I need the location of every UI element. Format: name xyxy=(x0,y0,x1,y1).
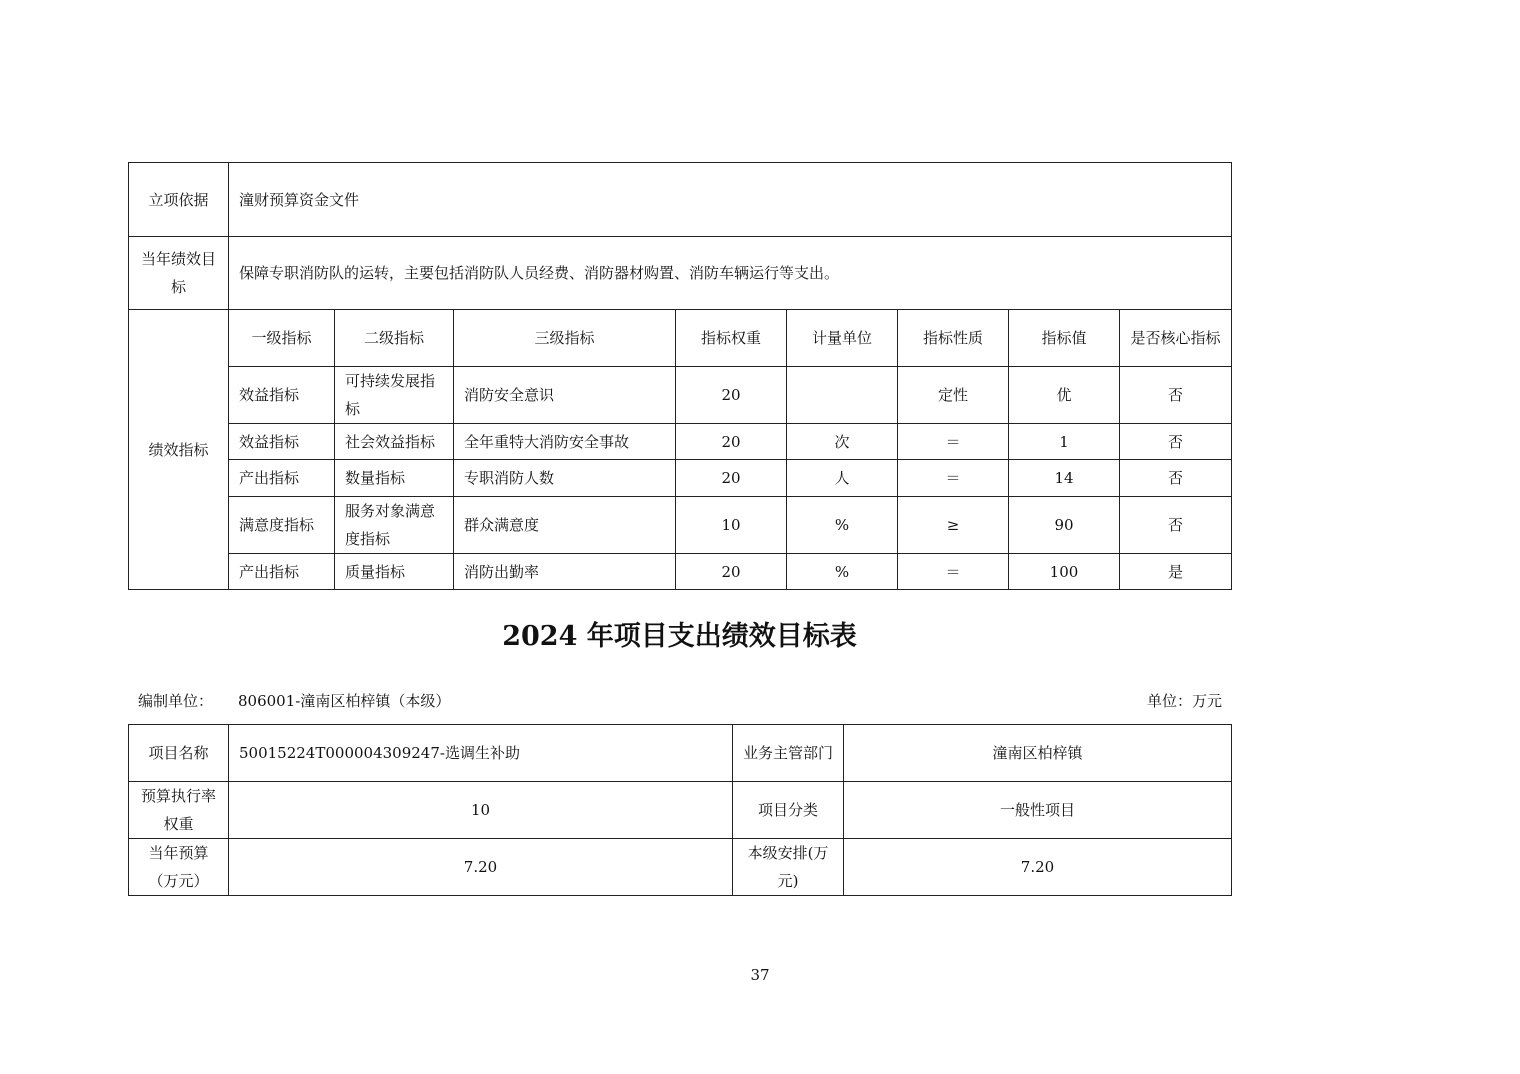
goal-value: 保障专职消防队的运转，主要包括消防队人员经费、消防器材购置、消防车辆运行等支出。 xyxy=(229,237,1232,310)
table-row xyxy=(129,367,1232,424)
level-arrangement-value: 7.20 xyxy=(844,839,1232,896)
header-level3: 三级指标 xyxy=(454,310,676,367)
table-row xyxy=(129,497,1232,554)
project-info-table xyxy=(128,724,1232,896)
cell: 可持续发展指标 xyxy=(335,367,454,424)
cell: 效益指标 xyxy=(229,424,335,460)
goal-label: 当年绩效目标 xyxy=(129,237,229,310)
header-value: 指标值 xyxy=(1009,310,1120,367)
cell: 满意度指标 xyxy=(229,497,335,554)
cell: 质量指标 xyxy=(335,554,454,590)
cell: 否 xyxy=(1120,497,1232,554)
table-row xyxy=(129,554,1232,590)
category-value: 一般性项目 xyxy=(844,782,1232,839)
indicator-header-row xyxy=(129,310,1232,367)
cell: 效益指标 xyxy=(229,367,335,424)
level-arrangement-label: 本级安排(万元) xyxy=(733,839,844,896)
cell: 数量指标 xyxy=(335,460,454,497)
header-weight: 指标权重 xyxy=(676,310,787,367)
performance-indicator-table xyxy=(128,162,1232,590)
table-row xyxy=(129,460,1232,497)
cell: ＝ xyxy=(898,554,1009,590)
cell: 定性 xyxy=(898,367,1009,424)
header-nature: 指标性质 xyxy=(898,310,1009,367)
header-core: 是否核心指标 xyxy=(1120,310,1232,367)
org-value: 806001-潼南区柏梓镇（本级） xyxy=(238,692,451,710)
rate-weight-value: 10 xyxy=(229,782,733,839)
cell: % xyxy=(787,554,898,590)
cell: 否 xyxy=(1120,424,1232,460)
cell: ＝ xyxy=(898,424,1009,460)
basis-label: 立项依据 xyxy=(129,163,229,237)
table-row xyxy=(129,424,1232,460)
cell: 14 xyxy=(1009,460,1120,497)
unit-label: 单位：万元 xyxy=(1146,692,1222,710)
cell: 消防出勤率 xyxy=(454,554,676,590)
cell: 产出指标 xyxy=(229,460,335,497)
cell: 20 xyxy=(676,424,787,460)
cell: 100 xyxy=(1009,554,1120,590)
page-title: 2024 年项目支出绩效目标表 xyxy=(502,621,857,652)
rate-weight-label: 预算执行率权重 xyxy=(129,782,229,839)
org-label: 编制单位： xyxy=(138,692,214,710)
dept-label: 业务主管部门 xyxy=(733,725,844,782)
cell: 服务对象满意度指标 xyxy=(335,497,454,554)
budget-value: 7.20 xyxy=(229,839,733,896)
cell: 20 xyxy=(676,554,787,590)
category-label: 项目分类 xyxy=(733,782,844,839)
cell: 社会效益指标 xyxy=(335,424,454,460)
cell: 产出指标 xyxy=(229,554,335,590)
cell xyxy=(787,367,898,424)
cell: 人 xyxy=(787,460,898,497)
budget-label: 当年预算（万元） xyxy=(129,839,229,896)
indicators-label: 绩效指标 xyxy=(129,310,229,590)
cell: % xyxy=(787,497,898,554)
cell: 是 xyxy=(1120,554,1232,590)
header-level1: 一级指标 xyxy=(229,310,335,367)
cell: ≥ xyxy=(898,497,1009,554)
cell: 否 xyxy=(1120,460,1232,497)
cell: 否 xyxy=(1120,367,1232,424)
cell: 专职消防人数 xyxy=(454,460,676,497)
cell: 1 xyxy=(1009,424,1120,460)
cell: 10 xyxy=(676,497,787,554)
cell: 消防安全意识 xyxy=(454,367,676,424)
cell: 全年重特大消防安全事故 xyxy=(454,424,676,460)
cell: 群众满意度 xyxy=(454,497,676,554)
project-name-label: 项目名称 xyxy=(129,725,229,782)
header-unit: 计量单位 xyxy=(787,310,898,367)
cell: 优 xyxy=(1009,367,1120,424)
project-name-value: 50015224T000004309247-选调生补助 xyxy=(229,725,733,782)
cell: ＝ xyxy=(898,460,1009,497)
cell: 20 xyxy=(676,367,787,424)
page-number: 37 xyxy=(750,966,770,984)
cell: 次 xyxy=(787,424,898,460)
basis-value: 潼财预算资金文件 xyxy=(229,163,1232,237)
cell: 20 xyxy=(676,460,787,497)
cell: 90 xyxy=(1009,497,1120,554)
header-level2: 二级指标 xyxy=(335,310,454,367)
dept-value: 潼南区柏梓镇 xyxy=(844,725,1232,782)
